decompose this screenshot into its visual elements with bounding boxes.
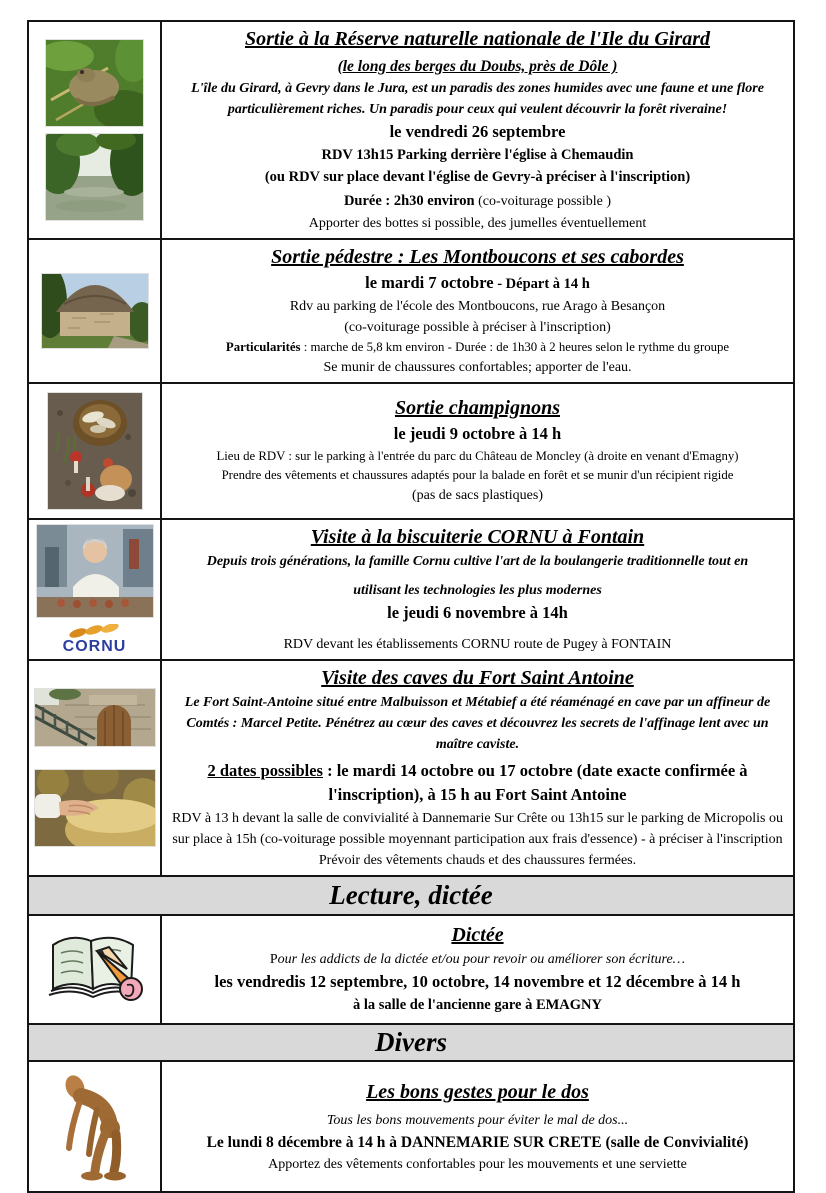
girard-date: le vendredi 26 septembre	[389, 122, 566, 142]
champignons-title: Sortie champignons	[394, 397, 561, 420]
cornu-logo-text: CORNU	[62, 637, 127, 655]
fort-image-column	[29, 661, 162, 876]
notebook-and-pencil-clipart	[39, 925, 151, 1015]
montboucons-line1: Rdv au parking de l'école des Montboucons, rue Arago à Besançon	[289, 298, 666, 314]
section-cornu	[29, 520, 793, 661]
caborde-photo	[41, 273, 149, 349]
dos-note: Apportez des vêtements confortables pour les mouvements et une serviette	[268, 1156, 687, 1172]
cornu-description-line1: Depuis trois générations, la famille Cornu cultive l'art de la boulangerie traditionnelle tout en	[206, 553, 749, 569]
girard-description: L'île du Girard, à Gevry dans le Jura, est un paradis des zones humides avec une faune et une flore particulièrement riches. Un paradis pour ceux qui veulent découvrir la forêt riveraine!	[191, 81, 764, 118]
champignons-line3: (pas de sacs plastiques)	[411, 488, 544, 504]
fort-dates-rest: : le mardi 14 octobre ou 17 octobre (date exacte confirmée à l'inscription), à 15 h au Fort Saint Antoine	[322, 760, 748, 805]
band-divers	[29, 1025, 793, 1062]
fort-description: Le Fort Saint-Antoine situé entre Malbuisson et Métabief a été réaménagé en cave par un affineur de Comtés : Marcel Petite. Pénétrez au cœur des caves et découvrez les secrets de l'affinage lent avec un maître caviste.	[184, 694, 771, 752]
cornu-logo	[63, 624, 127, 655]
girard-image-column	[29, 22, 162, 238]
cornu-rdv-line: RDV devant les établissements CORNU route de Pugey à FONTAIN	[283, 636, 672, 652]
girard-note: Apporter des bottes si possible, des jumelles éventuellement	[308, 215, 647, 231]
montboucons-particularites-rest: : marche de 5,8 km environ - Durée : de 1h30 à 2 heures selon le rythme du groupe	[300, 339, 730, 354]
girard-subtitle: (le long des berges du Doubs, près de Dôle )	[337, 58, 618, 75]
cornu-date: le jeudi 6 novembre à 14h	[387, 602, 568, 622]
montboucons-particularites-label: Particularités	[225, 339, 301, 354]
dictee-description	[270, 949, 685, 970]
girard-duration-rest: (co-voiturage possible )	[474, 193, 612, 209]
fort-note: Prévoir des vêtements chauds et des chaussures fermées.	[318, 853, 637, 869]
girard-rdv-line1: RDV 13h15 Parking derrière l'église à Chemaudin	[321, 147, 634, 163]
cornu-image-column	[29, 520, 162, 659]
cornu-title: Visite à la biscuiterie CORNU à Fontain	[310, 525, 645, 548]
montboucons-title: Sortie pédestre : Les Montboucons et ses cabordes	[271, 245, 684, 268]
montboucons-particularites-line	[226, 338, 729, 357]
montboucons-date: le mardi 7 octobre	[365, 272, 494, 292]
girard-duration-line	[344, 189, 611, 213]
section-dictee	[29, 916, 793, 1025]
champignons-image-column	[29, 384, 162, 518]
dictee-place: à la salle de l'ancienne gare à EMAGNY	[352, 997, 603, 1014]
band-divers-label: Divers	[375, 1027, 447, 1058]
fort-dates-line	[170, 759, 785, 809]
dos-date: Le lundi 8 décembre à 14 h à DANNEMARIE SUR CRETE (salle de Convivialité)	[206, 1133, 749, 1151]
newsletter-table	[27, 20, 795, 1193]
section-champignons	[29, 384, 793, 520]
champignons-line2: Prendre des vêtements et chaussures adaptés pour la balade en forêt et se munir d'un récipient rigide	[221, 468, 734, 483]
cornu-logo-leaves-icon	[66, 624, 122, 638]
section-montboucons	[29, 240, 793, 384]
champignons-date: le jeudi 9 octobre à 14 h	[393, 424, 562, 444]
champignons-line1: Lieu de RDV : sur le parking à l'entrée du parc du Château de Moncley (à droite en venant d'Emagny)	[216, 448, 739, 463]
band-lecture-dictee-label: Lecture, dictée	[329, 880, 493, 911]
dos-title: Les bons gestes pour le dos	[366, 1080, 589, 1103]
montboucons-image-column	[29, 240, 162, 382]
fort-dates-label: 2 dates possibles	[207, 760, 323, 780]
section-dos	[29, 1062, 793, 1191]
section-fort	[29, 661, 793, 878]
river-photo	[45, 133, 144, 221]
section-girard	[29, 22, 793, 240]
frog-photo	[45, 39, 144, 127]
cornu-description-line2: utilisant les technologies les plus modernes	[353, 582, 602, 598]
band-lecture-dictee	[29, 877, 793, 916]
wooden-mannequin-photo	[45, 1068, 145, 1186]
dos-image-column	[29, 1062, 162, 1191]
girard-rdv-line2: (ou RDV sur place devant l'église de Gevry-à préciser à l'inscription)	[264, 168, 691, 185]
dictee-description-initial: P	[269, 952, 278, 968]
girard-duration-bold: Durée : 2h30 environ	[343, 192, 475, 209]
fort-rdv-line: RDV à 13 h devant la salle de convivialité à Dannemarie Sur Crête ou 13h15 sur le parking de Micropolis ou sur place à 15h (co-voiturage possible moyennant participation aux frais d'essence) - à préciser à l'inscription	[172, 811, 783, 848]
dictee-image-column	[29, 916, 162, 1023]
montboucons-departure: - Départ à 14 h	[493, 275, 590, 292]
fort-title: Visite des caves du Fort Saint Antoine	[321, 666, 634, 689]
cheese-photo	[34, 769, 156, 847]
dictee-description-rest: our les addicts de la dictée et/ou pour revoir ou améliorer son écriture…	[277, 952, 686, 968]
factory-photo	[36, 524, 154, 618]
mushrooms-photo	[47, 392, 143, 510]
fort-photo	[34, 688, 156, 747]
montboucons-line2: (co-voiturage possible à préciser à l'inscription)	[344, 319, 611, 335]
dictee-title: Dictée	[451, 924, 504, 947]
montboucons-line3: Se munir de chaussures confortables; apporter de l'eau.	[323, 359, 632, 375]
dictee-dates: les vendredis 12 septembre, 10 octobre, 14 novembre et 12 décembre à 14 h	[214, 972, 741, 992]
girard-title: Sortie à la Réserve naturelle nationale de l'Ile du Girard	[244, 28, 710, 50]
montboucons-date-line	[365, 271, 590, 296]
dos-description: Tous les bons mouvements pour éviter le mal de dos...	[326, 1112, 629, 1128]
